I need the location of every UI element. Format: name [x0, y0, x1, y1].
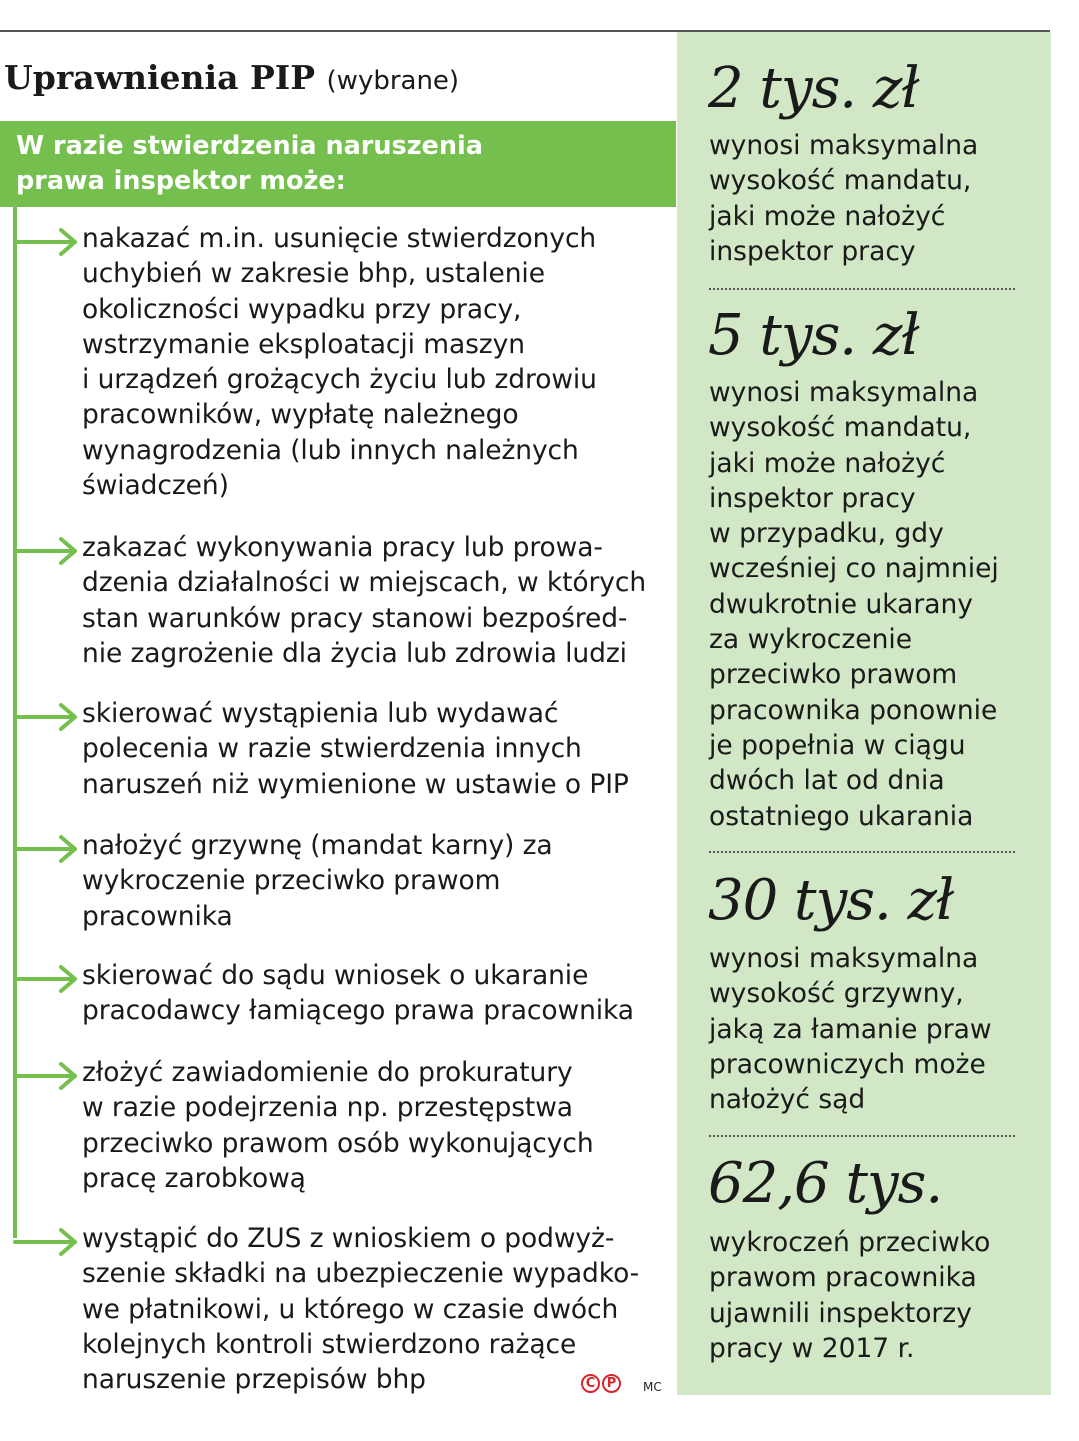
stat-description: wynosi maksymalna wysokość mandatu, jaki może nałożyć inspektor pracy w przypadku, gdy wcześniej co najmniej dwukrotnie ukarany za wykroczenie przeciwko prawom pracownika ponownie je popełnia w ciągu dwóch lat od dnia ostatniego ukarania	[709, 377, 999, 832]
banner-text: W razie stwierdzenia naruszenia prawa inspektor może:	[16, 131, 483, 196]
stat-value: 2 tys. zł	[708, 56, 919, 121]
author-credit: MC	[643, 1380, 662, 1394]
copyright-icon: C	[581, 1374, 600, 1393]
title-main: Uprawnienia PIP	[4, 58, 316, 97]
section-banner	[0, 121, 676, 207]
list-item-text: nałożyć grzywnę (mandat karny) za wykroczenie przeciwko prawom pracownika	[82, 830, 553, 932]
list-item-text: skierować wystąpienia lub wydawać polecenia w razie stwierdzenia innych naruszeń niż wymienione w ustawie o PIP	[82, 698, 629, 800]
stat-value: 62,6 tys.	[708, 1151, 943, 1216]
stat-description: wynosi maksymalna wysokość mandatu, jaki może nałożyć inspektor pracy	[709, 130, 979, 267]
list-item-text: skierować do sądu wniosek o ukaranie pracodawcy łamiącego prawa pracownika	[82, 960, 634, 1027]
page-title	[4, 58, 459, 97]
arrow-right-icon	[13, 1061, 79, 1091]
list-item-text: nakazać m.in. usunięcie stwierdzonych uchybień w zakresie bhp, ustalenie okoliczności wypadku przy pracy, wstrzymanie eksploatacji maszyn i urządzeń grożących życiu lub zdrowiu pracowników, wypłatę należnego wynagrodzenia (lub innych należnych świadczeń)	[82, 223, 597, 502]
dotted-divider	[709, 1135, 1015, 1137]
stat-value: 30 tys. zł	[708, 868, 954, 933]
title-subtitle: (wybrane)	[326, 66, 460, 96]
copyright-logo	[581, 1374, 621, 1393]
stat-description: wykroczeń przeciwko prawom pracownika ujawnili inspektorzy pracy w 2017 r.	[709, 1227, 991, 1364]
list-item-text: wystąpić do ZUS z wnioskiem o podwyż- szenie składki na ubezpieczenie wypadko- we płatnikowi, u którego w czasie dwóch kolejnych kontroli stwierdzono rażące naruszenie przepisów bhp	[82, 1223, 640, 1396]
arrow-right-icon	[13, 227, 79, 257]
arrow-right-icon	[13, 834, 79, 864]
arrow-right-icon	[13, 702, 79, 732]
list-item-text: złożyć zawiadomienie do prokuratury w razie podejrzenia np. przestępstwa przeciwko prawom osób wykonujących pracę zarobkową	[82, 1057, 594, 1194]
stat-value: 5 tys. zł	[708, 303, 919, 368]
list-item-text: zakazać wykonywania pracy lub prowa- dzenia działalności w miejscach, w których stan warunków pracy stanowi bezpośred- nie zagrożenie dla życia lub zdrowia ludzi	[82, 532, 647, 669]
stat-description: wynosi maksymalna wysokość grzywny, jaką za łamanie praw pracowniczych może nałożyć sąd	[709, 943, 992, 1116]
p-circle-icon: P	[602, 1374, 621, 1393]
arrow-right-icon	[13, 1227, 79, 1257]
arrow-right-icon	[13, 964, 79, 994]
arrow-right-icon	[13, 536, 79, 566]
dotted-divider	[709, 288, 1015, 290]
dotted-divider	[709, 851, 1015, 853]
